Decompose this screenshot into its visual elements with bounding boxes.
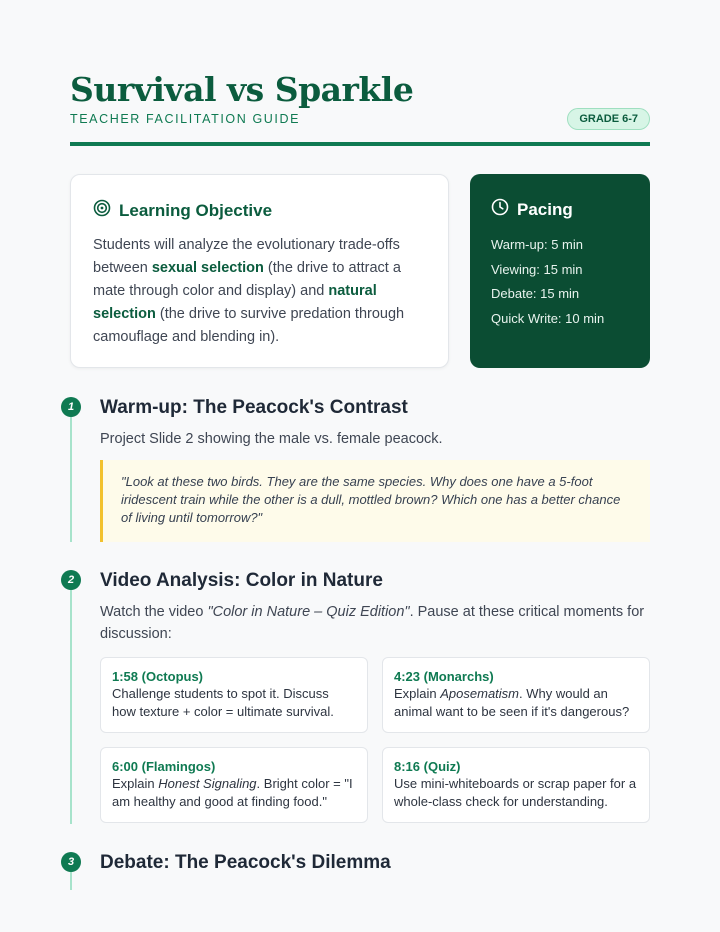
moment-text-part: . Why would an animal want to be seen if it's dangerous? bbox=[394, 686, 630, 719]
moment-card-monarchs bbox=[382, 657, 650, 733]
moment-card-quiz bbox=[382, 747, 650, 823]
moment-card-flamingos bbox=[100, 747, 368, 823]
pacing-list bbox=[491, 233, 629, 331]
moment-time: 4:23 (Monarchs) bbox=[394, 669, 494, 684]
moment-time: 6:00 (Flamingos) bbox=[112, 759, 216, 774]
objective-text-part: (the drive to attract a mate through color and display) and bbox=[93, 260, 401, 299]
moment-text: Use mini-whiteboards or scrap paper for a whole-class check for understanding. bbox=[394, 776, 637, 809]
term-honest-signaling: Honest Signaling bbox=[158, 776, 257, 791]
step-description: Project Slide 2 showing the male vs. female peacock. bbox=[100, 431, 443, 447]
step-title: Debate: The Peacock's Dilemma bbox=[100, 852, 391, 873]
term-sexual-selection: sexual selection bbox=[151, 260, 264, 276]
grade-badge: GRADE 6-7 bbox=[567, 108, 650, 130]
step-title: Warm-up: The Peacock's Contrast bbox=[100, 397, 408, 418]
step-description bbox=[100, 601, 650, 645]
objective-text-part: (the drive to survive predation through camouflage and blending in). bbox=[93, 306, 405, 345]
step-description-part: Watch the video bbox=[100, 604, 208, 620]
objective-text-part: Students will analyze the evolutionary trade-offs between bbox=[93, 237, 400, 276]
page-subtitle: TEACHER FACILITATION GUIDE bbox=[70, 112, 301, 126]
step-title: Video Analysis: Color in Nature bbox=[100, 570, 383, 591]
step-number: 2 bbox=[61, 570, 81, 590]
timeline-line bbox=[70, 417, 72, 542]
objective-heading-row bbox=[93, 199, 426, 222]
pacing-item: Debate: 15 min bbox=[491, 286, 580, 301]
clock-icon bbox=[491, 198, 509, 221]
step-number: 1 bbox=[61, 397, 81, 417]
moment-card-octopus bbox=[100, 657, 368, 733]
video-title: "Color in Nature – Quiz Edition" bbox=[207, 604, 410, 620]
objective-heading: Learning Objective bbox=[119, 200, 273, 220]
moment-text: Challenge students to spot it. Discuss how texture + color = ultimate survival. bbox=[112, 686, 334, 719]
moment-time: 8:16 (Quiz) bbox=[394, 759, 461, 774]
pacing-item: Warm-up: 5 min bbox=[491, 237, 583, 252]
moment-text-part: Explain bbox=[394, 686, 441, 701]
moment-text-part: Explain bbox=[112, 776, 159, 791]
moment-text bbox=[112, 775, 356, 810]
page-header bbox=[70, 70, 650, 126]
learning-objective-card bbox=[70, 174, 449, 368]
target-icon bbox=[93, 199, 111, 222]
pacing-item: Quick Write: 10 min bbox=[491, 310, 605, 326]
moment-time: 1:58 (Octopus) bbox=[112, 669, 204, 684]
timeline-line bbox=[70, 590, 72, 824]
page-title: Survival vs Sparkle bbox=[70, 70, 414, 109]
discussion-quote: "Look at these two birds. They are the same species. Why does one have a 5-foot iridescent train while the other is a dull, mottled brown? Which one has a better chance of living until tomorrow?" bbox=[100, 460, 650, 542]
step-description-part: . Pause at these critical moments for discussion: bbox=[100, 604, 645, 642]
timeline-line bbox=[70, 872, 72, 890]
term-aposematism: Aposematism bbox=[440, 686, 519, 701]
pacing-item: Viewing: 15 min bbox=[491, 261, 583, 277]
step-number: 3 bbox=[61, 852, 81, 872]
moment-text-part: . Bright color = "I am healthy and good at finding food." bbox=[112, 776, 353, 809]
pacing-heading-row bbox=[491, 198, 629, 221]
objective-text bbox=[93, 234, 426, 349]
term-natural-selection: natural selection bbox=[93, 283, 377, 322]
moment-text bbox=[394, 685, 638, 720]
pacing-card bbox=[470, 174, 650, 368]
header-divider bbox=[70, 142, 650, 146]
pacing-heading: Pacing bbox=[517, 199, 573, 219]
